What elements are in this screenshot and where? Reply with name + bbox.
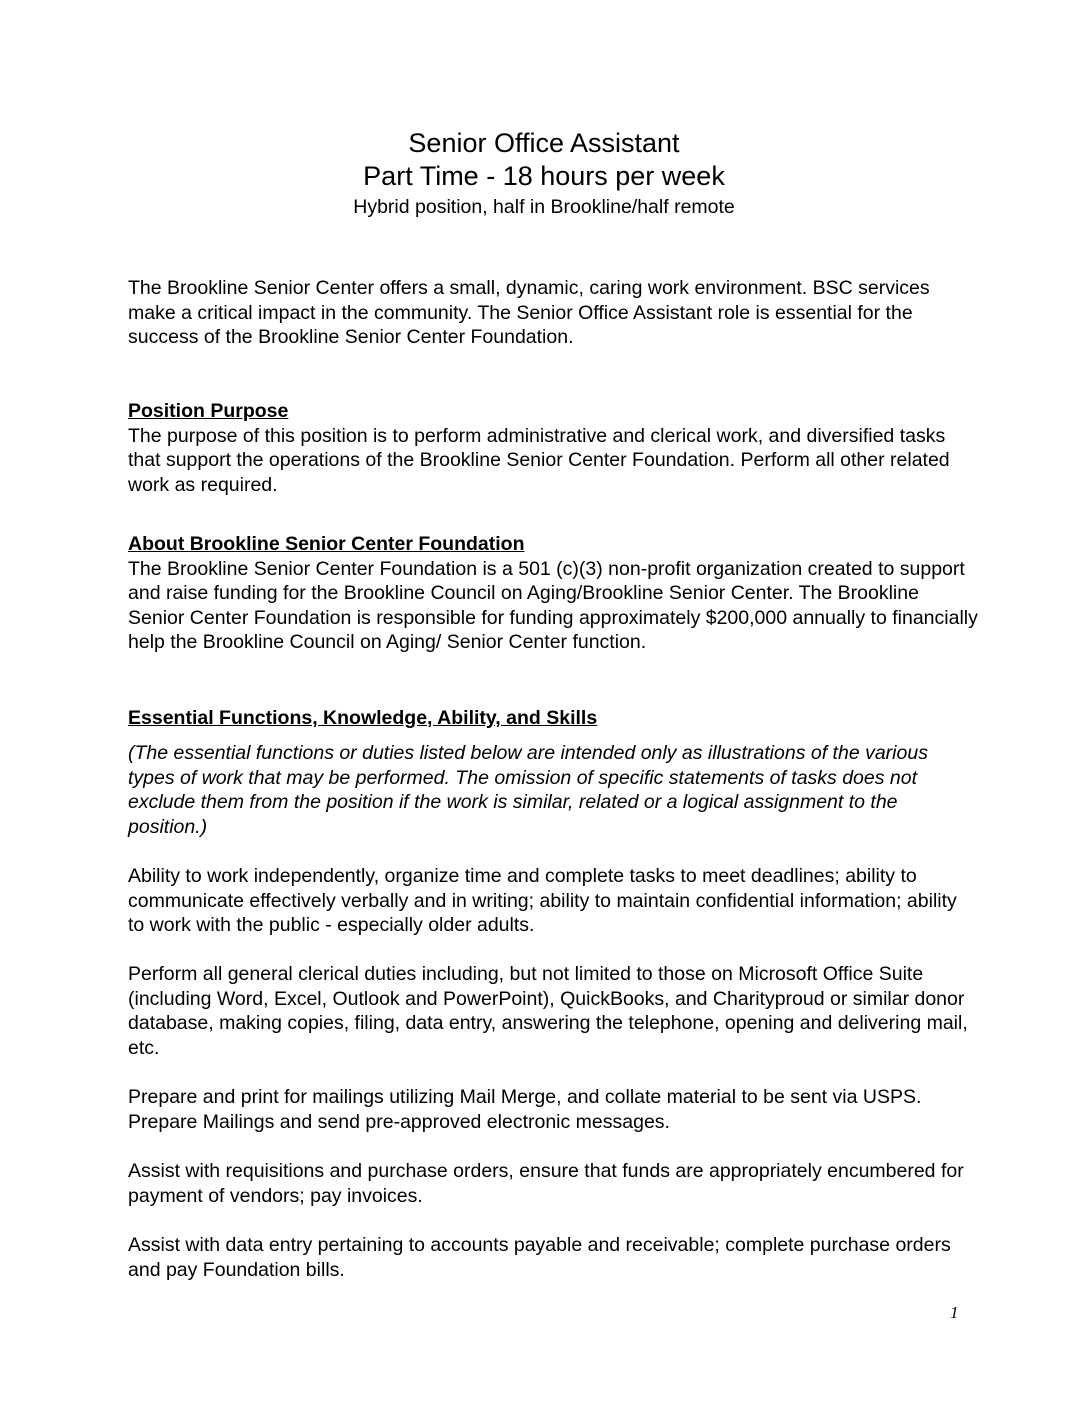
duty-paragraph bbox=[128, 1085, 978, 1134]
essential-functions-note bbox=[128, 741, 978, 839]
duty-text: Assist with requisitions and purchase orders, ensure that funds are appropriately encumbered for payment of vendors; pay invoices. bbox=[128, 1160, 964, 1207]
document-subtitle: Part Time - 18 hours per week bbox=[363, 161, 725, 191]
duty-text: Ability to work independently, organize time and complete tasks to meet deadlines; ability to communicate effectively verbally and in writing; ability to maintain confidential information; ability to work with the public - especially older adults. bbox=[128, 865, 957, 937]
duty-text: Prepare and print for mailings utilizing Mail Merge, and collate material to be sent via USPS. Prepare Mailings and send pre-approved electronic messages. bbox=[128, 1086, 922, 1133]
section-heading: Essential Functions, Knowledge, Ability, and Skills bbox=[128, 707, 598, 729]
section-about-foundation bbox=[128, 532, 978, 655]
section-essential-functions bbox=[128, 706, 978, 731]
location-note: Hybrid position, half in Brookline/half remote bbox=[353, 196, 735, 218]
section-heading: Position Purpose bbox=[128, 400, 289, 422]
intro-text: The Brookline Senior Center offers a small, dynamic, caring work environment. BSC services make a critical impact in the community. The Senior Office Assistant role is essential for the success of the Brookline Senior Center Foundation. bbox=[128, 277, 930, 349]
intro-paragraph bbox=[128, 276, 978, 350]
duty-paragraph bbox=[128, 1233, 978, 1282]
section-text: The Brookline Senior Center Foundation is a 501 (c)(3) non-profit organization created to support and raise funding for the Brookline Council on Aging/Brookline Senior Center. The Brookline Senior Center Foundation is responsible for funding approximately $200,000 annually to financially help the Brookline Council on Aging/ Senior Center function. bbox=[128, 557, 978, 654]
document-title: Senior Office Assistant bbox=[408, 128, 680, 158]
page-number: 1 bbox=[950, 1303, 959, 1322]
duty-paragraph bbox=[128, 1159, 978, 1208]
section-position-purpose bbox=[128, 399, 978, 497]
duty-text: Assist with data entry pertaining to accounts payable and receivable; complete purchase orders and pay Foundation bills. bbox=[128, 1234, 951, 1281]
section-text: The purpose of this position is to perform administrative and clerical work, and diversified tasks that support the operations of the Brookline Senior Center Foundation. Perform all other related work as required. bbox=[128, 424, 950, 496]
duty-paragraph bbox=[128, 962, 978, 1060]
section-heading: About Brookline Senior Center Foundation bbox=[128, 533, 525, 555]
duty-paragraph bbox=[128, 864, 978, 938]
note-text: (The essential functions or duties listed below are intended only as illustrations of the various types of work that may be performed. The omission of specific statements of tasks does not exclude them from the position if the work is similar, related or a logical assignment to the position.) bbox=[128, 742, 928, 838]
duty-text: Perform all general clerical duties including, but not limited to those on Microsoft Office Suite (including Word, Excel, Outlook and PowerPoint), QuickBooks, and Charityproud or similar donor database, making copies, filing, data entry, answering the telephone, opening and delivering mail, etc. bbox=[128, 963, 968, 1059]
